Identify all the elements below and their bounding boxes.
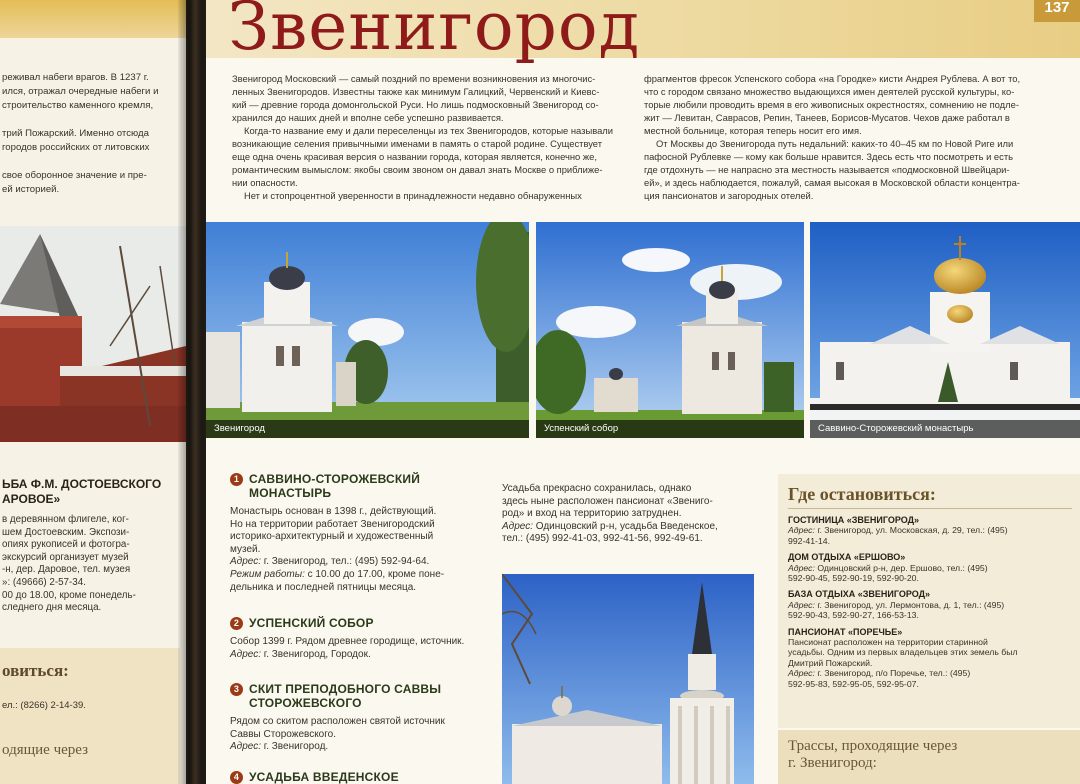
section-body: Рядом со скитом расположен святой источник Саввы Сторожевского. Адрес: г. Звенигород. xyxy=(230,716,445,753)
where-to-stay-list xyxy=(788,515,1076,695)
photo-caption: Звенигород xyxy=(206,420,529,438)
section-body: Собор 1399 г. Рядом древнее городище, источник. Адрес: г. Звенигород, Городок. xyxy=(230,636,465,660)
zvenigorod-photo xyxy=(206,222,529,438)
where-to-stay-divider xyxy=(788,508,1072,509)
list-item: ДОМ ОТДЫХА «ЕРШОВО» Адрес: Одинцовский р-н, дер. Ершово, тел.: (495) 592-90-45, 592-90-19, 592-90-20. xyxy=(788,552,988,584)
left-text-line: ился, отражал очередные набеги и xyxy=(2,86,159,97)
section-title: СКИТ ПРЕПОДОБНОГО САВВЫ СТОРОЖЕВСКОГО xyxy=(249,682,442,710)
left-text-line: ей историей. xyxy=(2,184,60,195)
page-title: Звенигород xyxy=(228,0,641,65)
uspensky-sobor-photo xyxy=(536,222,804,438)
where-to-stay-title: Где остановиться: xyxy=(788,484,936,504)
kremlin-tower-photo xyxy=(0,226,186,442)
left-header-band xyxy=(0,0,186,38)
section-number-badge: 2 xyxy=(230,617,243,630)
section-title: УСПЕНСКИЙ СОБОР xyxy=(249,616,374,630)
intro-column-1: Звенигород Московский — самый поздний по времени возникновения из многочис- ленных Звенигородов. Известны также как минимум Галицкий, Червенский и Киевс- кий — древние города домонгольской Руси. Но лишь подмосковный Звенигород со- хранился до наших дней и вполне себе успешно развивается. Когда-то название ему и дали переселенцы из тех Звенигородов, которые называли возникающие селения привычными именами в память о старой родине. Существует еще одна очень красивая версия о названии города, которая является, конечно же, романтическим вымыслом: якобы своим звоном он давал знать Москве о приближе- нии опасности. Нет и стопроцентной уверенности в принадлежности недавно обнаруженных xyxy=(232,73,613,201)
left-box-routes: одящие через xyxy=(2,742,89,758)
section-body: Монастырь основан в 1398 г., действующий. Но на территории работает Звенигородский историко-архитектурный и художественный музей. Адрес: г. Звенигород, тел.: (495) 592-94-64. Режим работы: с 10.00 до 17.00, кроме поне- дельника и последней пятницы месяца. xyxy=(230,506,445,593)
section-title: САВВИНО-СТОРОЖЕВСКИЙ МОНАСТЫРЬ xyxy=(249,472,421,500)
left-text-line: свое оборонное значение и пре- xyxy=(2,170,147,181)
page-number: 137 xyxy=(1034,0,1080,22)
left-text-line: реживал набеги врагов. В 1237 г. xyxy=(2,72,149,83)
list-item: ГОСТИНИЦА «ЗВЕНИГОРОД» Адрес: г. Звенигород, ул. Московская, д. 29, тел.: (495) 992-41-14. xyxy=(788,515,1008,546)
section-vvedenskoe xyxy=(230,770,399,784)
section-number-badge: 1 xyxy=(230,473,243,486)
left-page xyxy=(0,0,186,784)
estate-description: Усадьба прекрасно сохранилась, однако здесь ныне расположен пансионат «Звениго- род» и вход на территорию затруднен. Адрес: Одинцовский р-н, усадьба Введенское, тел.: (495) 992-41-03, 992-41-56, 992-49-61. xyxy=(502,483,718,545)
left-section-body: в деревянном флигеле, ког- шем Достоевским. Экспози- опиях рукописей и фотогра- экскурсий организует музей -н, дер. Даровое, тел. музея »: (49666) 2-57-34. 00 до 18.00, кроме понедель- следнего дня месяца. xyxy=(2,514,136,614)
left-text-line: трий Пожарский. Именно отсюда xyxy=(2,128,149,139)
left-text-line: городов российских от литовских xyxy=(2,142,150,153)
routes-title: Трассы, проходящие через г. Звенигород: xyxy=(788,738,958,771)
savvino-storozhevsky-photo xyxy=(810,222,1080,438)
vvedenskoe-church-photo xyxy=(502,574,754,784)
section-title: УСАДЬБА ВВЕДЕНСКОЕ xyxy=(249,770,399,784)
list-item: БАЗА ОТДЫХА «ЗВЕНИГОРОД» Адрес: г. Звенигород, ул. Лермонтова, д. 1, тел.: (495) 592-90-43, 592-90-27, 166-53-13. xyxy=(788,589,1005,621)
intro-column-2: фрагментов фресок Успенского собора «на Городке» кисти Андрея Рублева. А вот то, что с городом связано множество выдающихся имен деятелей русской культуры, ко- торые любили проводить время в его живописных окрестностях, сомнению не подле- жит — Левитан, Саврасов, Репин, Танеев, Борисов-Мусатов. Чехов даже работал в местной больнице, которая теперь носит его имя. От Москвы до Звенигорода путь недальний: каких-то 40–45 км по Новой Риге или пафосной Рублевке — кому как больше нравится. Здесь есть что посмотреть и есть где отдохнуть — не напрасно эта местность называется «подмосковной Швейцари- ей», и здесь наблюдается, пожалуй, самая высокая в Московской области концентра- ция пансионатов и загородных отелей. xyxy=(644,73,1021,201)
section-number-badge: 4 xyxy=(230,771,243,784)
left-text-line: строительство каменного кремля, xyxy=(2,100,154,111)
photo-caption: Успенский собор xyxy=(536,420,804,438)
section-number-badge: 3 xyxy=(230,683,243,696)
list-item: ПАНСИОНАТ «ПОРЕЧЬЕ» Пансионат расположен на территории старинной усадьбы. Одним из первых владельцев этих земель был Дмитрий Пожарский. Адрес: г. Звенигород, п/о Поречье, тел.: (495) 592-95-83, 592-95-05, 592-95-07. xyxy=(788,626,1018,689)
photo-caption: Саввино-Сторожевский монастырь xyxy=(810,420,1080,438)
left-box-title: овиться: xyxy=(2,661,69,680)
section-savvino-storozhevsky xyxy=(230,472,444,594)
left-section-heading: ЬБА Ф.М. ДОСТОЕВСКОГО АРОВОЕ» xyxy=(2,477,162,506)
section-uspensky-sobor xyxy=(230,616,464,661)
section-skit-savvy xyxy=(230,682,445,754)
left-box-phone: ел.: (8266) 2-14-39. xyxy=(2,700,86,711)
